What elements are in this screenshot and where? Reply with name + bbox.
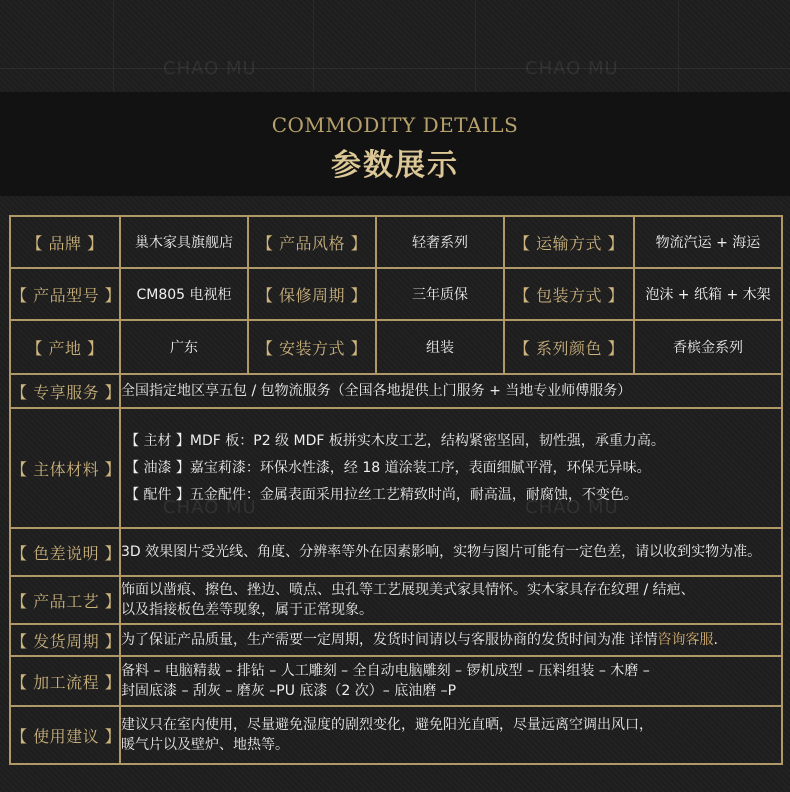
bg-line	[0, 68, 790, 69]
origin-value: 广东	[120, 320, 248, 374]
bg-line	[678, 0, 679, 92]
craft-line: 饰面以凿痕、擦色、挫边、喷点、虫孔等工艺展现美式家具情怀。实木家具存在纹理 / 结疤、	[121, 582, 695, 598]
shipping-value: 物流汽运 + 海运	[634, 216, 782, 268]
packing-label: 【 包装方式 】	[504, 268, 634, 320]
bg-line	[113, 0, 114, 92]
process-label: 【 加工流程 】	[10, 656, 120, 706]
watermark: CHAO MU	[525, 58, 619, 79]
delivery-text-main: 为了保证产品质量，生产需要一定周期，发货时间请以与客服协商的发货时间为准 详情	[121, 632, 658, 648]
warranty-label: 【 保修周期 】	[248, 268, 376, 320]
service-row	[10, 374, 782, 408]
brand-value: 巢木家具旗舰店	[120, 216, 248, 268]
advice-line: 暖气片以及壁炉、地热等。	[121, 737, 289, 753]
craft-label: 【 产品工艺 】	[10, 576, 120, 624]
bg-line	[475, 0, 476, 92]
style-label: 【 产品风格 】	[248, 216, 376, 268]
color-note-row	[10, 528, 782, 576]
watermark: CHAO MU	[163, 497, 257, 518]
process-row	[10, 656, 782, 706]
material-row	[10, 408, 782, 528]
advice-line: 建议只在室内使用，尽量避免湿度的剧烈变化，避免阳光直晒，尽量远离空调出风口，	[121, 717, 653, 733]
delivery-text	[120, 624, 782, 656]
delivery-suffix: .	[713, 632, 718, 648]
spec-table	[9, 215, 783, 765]
install-label: 【 安装方式 】	[248, 320, 376, 374]
watermark: CHAO MU	[525, 497, 619, 518]
delivery-row	[10, 624, 782, 656]
material-line: 【 配件 】五金配件：金属表面采用拉丝工艺精致时尚，耐高温，耐腐蚀，不变色。	[125, 486, 638, 503]
brand-label: 【 品牌 】	[10, 216, 120, 268]
title-en: COMMODITY DETAILS	[271, 113, 519, 137]
packing-value: 泡沫 + 纸箱 + 木架	[634, 268, 782, 320]
service-text: 全国指定地区享五包 / 包物流服务（全国各地提供上门服务 + 当地专业师傅服务）	[120, 374, 782, 408]
craft-line: 以及指接板色差等现象，属于正常现象。	[121, 602, 373, 618]
delivery-label: 【 发货周期 】	[10, 624, 120, 656]
spec-row	[10, 320, 782, 374]
material-line: 【 主材 】MDF 板：P2 级 MDF 板拼实木皮工艺，结构紧密坚固，韧性强，承重力高。	[125, 432, 665, 449]
advice-label: 【 使用建议 】	[10, 706, 120, 764]
title-cn: 参数展示	[331, 148, 459, 183]
color-note-text: 3D 效果图片受光线、角度、分辨率等外在因素影响，实物与图片可能有一定色差，请以收到实物为准。	[120, 528, 782, 576]
process-text	[120, 656, 782, 706]
shipping-label: 【 运输方式 】	[504, 216, 634, 268]
spec-row	[10, 216, 782, 268]
contact-service-link[interactable]: 咨询客服	[657, 632, 714, 648]
warranty-value: 三年质保	[376, 268, 504, 320]
process-line: 封固底漆 – 刮灰 – 磨灰 –PU 底漆（2 次）– 底油磨 –P	[121, 683, 457, 699]
watermark: CHAO MU	[163, 58, 257, 79]
advice-text	[120, 706, 782, 764]
install-value: 组装	[376, 320, 504, 374]
color-note-label: 【 色差说明 】	[10, 528, 120, 576]
material-label: 【 主体材料 】	[10, 408, 120, 528]
style-value: 轻奢系列	[376, 216, 504, 268]
material-line: 【 油漆 】嘉宝莉漆：环保水性漆，经 18 道涂装工序，表面细腻平滑，环保无异味。	[125, 459, 651, 476]
color-value: 香槟金系列	[634, 320, 782, 374]
craft-text	[120, 576, 782, 624]
spec-row	[10, 268, 782, 320]
model-value: CM805 电视柜	[120, 268, 248, 320]
bg-line	[313, 0, 314, 92]
advice-row	[10, 706, 782, 764]
origin-label: 【 产地 】	[10, 320, 120, 374]
model-label: 【 产品型号 】	[10, 268, 120, 320]
process-line: 备料 – 电脑精裁 – 排钻 – 人工雕刻 – 全自动电脑雕刻 – 锣机成型 – 压料组装 – 木磨 –	[121, 663, 650, 679]
color-label: 【 系列颜色 】	[504, 320, 634, 374]
craft-row	[10, 576, 782, 624]
service-label: 【 专享服务 】	[10, 374, 120, 408]
